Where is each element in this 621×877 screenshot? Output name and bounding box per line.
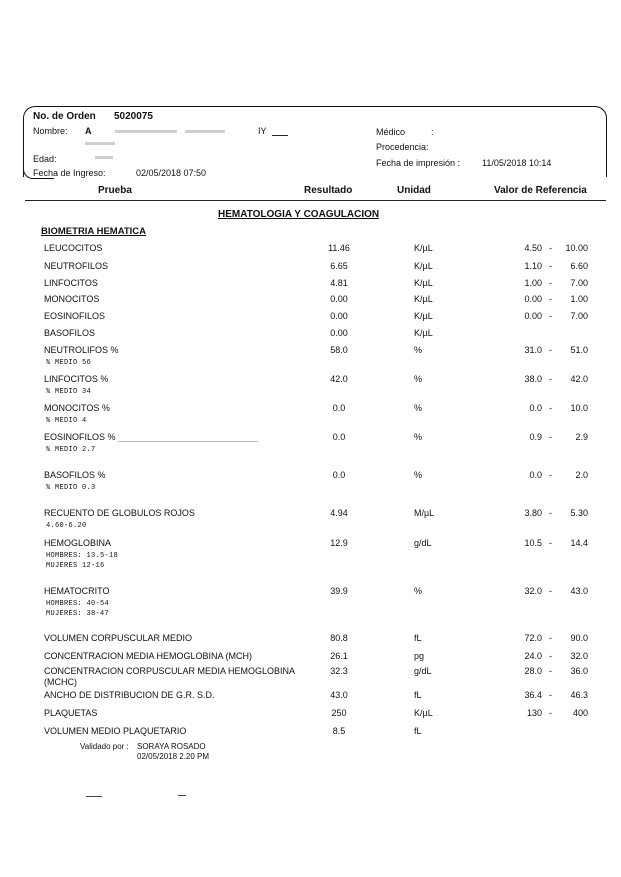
row-result: 4.94 [330,508,348,518]
section-title: HEMATOLOGIA Y COAGULACION [218,209,380,220]
row-ref-high: 51.0 [570,345,588,355]
row-unit: K/µL [414,311,433,321]
row-test-name: RECUENTO DE GLOBULOS ROJOS [44,508,195,518]
row-unit: % [414,403,423,413]
row-result: 58.0 [330,345,348,355]
validation-datetime: 02/05/2018 2.20 PM [137,752,210,761]
row-ref-separator: - [549,294,552,304]
row-ref-low: 0.00 [524,294,542,304]
print-date-label: Fecha de impresión : [376,158,461,168]
row-ref-separator: - [549,508,552,518]
row-ref-low: 0.0 [529,403,542,413]
row-ref-high: 10.00 [565,243,588,253]
row-ref-low: 0.00 [524,311,542,321]
row-ref-separator: - [549,538,552,548]
row-test-note: % MEDIO 4 [46,417,87,425]
scan-mark [178,795,186,796]
column-result: Resultado [304,185,353,196]
redaction-mark [85,142,115,145]
row-test-name: PLAQUETAS [44,708,98,718]
row-unit: % [414,586,423,596]
row-ref-separator: - [549,470,552,480]
row-ref-low: 28.0 [524,666,542,676]
redaction-mark [95,156,113,159]
row-test-name: LINFOCITOS % [44,374,109,384]
row-ref-low: 10.5 [524,538,542,548]
name-underline [272,135,288,136]
row-result: 39.9 [330,586,348,596]
name-value: A [85,126,92,136]
row-ref-separator: - [549,374,552,384]
row-ref-high: 7.00 [570,278,588,288]
row-test-name: NEUTROFILOS [44,261,109,271]
row-unit: % [414,374,423,384]
row-ref-high: 42.0 [570,374,588,384]
row-unit: % [414,432,423,442]
row-test-name: VOLUMEN CORPUSCULAR MEDIO [44,633,193,643]
row-ref-separator: - [549,633,552,643]
row-test-name: CONCENTRACION CORPUSCULAR MEDIA HEMOGLOBINA [44,666,296,676]
print-date: 11/05/2018 10:14 [482,158,552,168]
row-unit: % [414,345,423,355]
row-ref-separator: - [549,651,552,661]
row-ref-separator: - [549,403,552,413]
scan-mark [118,441,258,442]
row-result: 0.0 [332,470,346,480]
row-unit: K/µL [414,294,433,304]
column-header-rule [25,200,606,201]
redaction-mark [115,130,177,133]
row-result: 4.81 [330,278,348,288]
column-reference: Valor de Referencia [494,185,587,196]
row-ref-separator: - [549,261,552,271]
row-ref-high: 1.00 [570,294,588,304]
row-test-note: % MEDIO 34 [46,388,92,396]
row-ref-high: 32.0 [570,651,588,661]
order-label: No. de Orden [33,111,96,122]
row-test-note: % MEDIO 2.7 [46,446,96,454]
row-test-name: LINFOCITOS [44,278,98,288]
row-unit: K/µL [414,328,433,338]
row-ref-low: 31.0 [524,345,542,355]
row-ref-high: 5.30 [570,508,588,518]
row-ref-high: 46.3 [570,690,588,700]
row-test-note: 4.60-6.20 [46,522,87,530]
row-ref-low: 36.4 [524,690,542,700]
row-ref-low: 0.9 [529,432,542,442]
row-ref-separator: - [549,708,552,718]
row-ref-low: 130 [526,708,542,718]
row-ref-separator: - [549,311,552,321]
scan-mark [86,796,102,797]
row-ref-separator: - [549,666,552,676]
row-ref-high: 7.00 [570,311,588,321]
row-ref-separator: - [549,432,552,442]
name-fragment: IY [258,126,267,136]
column-unit: Unidad [397,185,431,196]
row-result: 0.00 [330,294,348,304]
row-unit: K/µL [414,708,433,718]
row-test-name: MONOCITOS [44,294,100,304]
row-test-name: CONCENTRACION MEDIA HEMOGLOBINA (MCH) [44,651,253,661]
row-ref-high: 2.0 [575,470,588,480]
row-ref-low: 4.50 [524,243,542,253]
row-ref-separator: - [549,243,552,253]
row-test-name-cont: (MCHC) [44,677,77,687]
row-ref-low: 0.0 [529,470,542,480]
validation-label: Validado por : [80,742,129,751]
origin-label: Procedencia: [376,142,429,152]
row-result: 0.0 [332,432,346,442]
row-result: 0.00 [330,311,348,321]
row-unit: pg [414,651,425,661]
doctor-label: Médico [376,127,406,137]
row-ref-low: 32.0 [524,586,542,596]
row-test-note: HOMBRES: 40-54 [46,600,110,608]
row-unit: fL [414,633,422,643]
row-test-name: HEMOGLOBINA [44,538,112,548]
order-number: 5020075 [114,111,153,122]
row-unit: K/µL [414,243,433,253]
row-ref-high: 10.0 [570,403,588,413]
row-test-name: HEMATOCRITO [44,586,110,596]
row-test-note-2: MUJERES: 38-47 [46,610,110,618]
row-result: 8.5 [332,726,346,736]
row-test-name: LEUCOCITOS [44,243,103,253]
row-result: 11.46 [328,243,350,253]
row-ref-low: 1.00 [524,278,542,288]
row-ref-separator: - [549,278,552,288]
row-test-name: VOLUMEN MEDIO PLAQUETARIO [44,726,187,736]
row-unit: fL [414,726,422,736]
row-unit: K/µL [414,261,433,271]
row-unit: % [414,470,423,480]
row-unit: g/dL [414,666,432,676]
row-unit: K/µL [414,278,433,288]
row-result: 250 [331,708,347,718]
row-ref-high: 43.0 [570,586,588,596]
row-test-name: BASOFILOS % [44,470,106,480]
row-unit: M/µL [414,508,435,518]
row-result: 26.1 [330,651,348,661]
row-ref-high: 400 [572,708,588,718]
redaction-mark [185,130,225,133]
name-label: Nombre: [33,126,68,136]
row-unit: g/dL [414,538,432,548]
row-ref-low: 1.10 [524,261,542,271]
row-test-name: NEUTROLIFOS % [44,345,119,355]
row-ref-low: 24.0 [524,651,542,661]
row-ref-high: 14.4 [570,538,588,548]
row-result: 0.0 [332,403,346,413]
row-ref-low: 38.0 [524,374,542,384]
row-ref-high: 36.0 [570,666,588,676]
row-ref-separator: - [549,690,552,700]
row-ref-separator: - [549,586,552,596]
row-result: 42.0 [330,374,348,384]
row-test-name: BASOFILOS [44,328,96,338]
row-test-note-2: MUJERES 12-16 [46,562,105,570]
row-test-name: EOSINOFILOS [44,311,106,321]
row-unit: fL [414,690,422,700]
column-test: Prueba [98,185,132,196]
row-result: 12.9 [330,538,348,548]
row-test-name: EOSINOFILOS % [44,432,116,442]
doctor-colon: : [431,127,434,137]
row-ref-separator: - [549,345,552,355]
row-result: 43.0 [330,690,348,700]
row-result: 0.00 [330,328,348,338]
row-ref-low: 3.80 [524,508,542,518]
row-ref-high: 2.9 [575,432,588,442]
row-test-name: MONOCITOS % [44,403,110,413]
validation-name: SORAYA ROSADO [137,742,206,751]
row-test-note: % MEDIO 0.3 [46,484,96,492]
row-ref-high: 6.60 [570,261,588,271]
row-result: 32.3 [330,666,348,676]
row-test-note: HOMBRES: 13.5-18 [46,552,119,560]
row-test-name: ANCHO DE DISTRIBUCION DE G.R. S.D. [44,690,215,700]
subsection-title: BIOMETRIA HEMATICA [41,226,147,237]
age-label: Edad: [33,154,57,164]
admission-date: 02/05/2018 07:50 [136,168,207,178]
row-result: 80.8 [330,633,348,643]
row-test-note: % MEDIO 56 [46,359,92,367]
row-result: 6.65 [330,261,348,271]
admission-label: Fecha de Ingreso: [33,168,106,178]
row-ref-high: 90.0 [570,633,588,643]
row-ref-low: 72.0 [524,633,542,643]
